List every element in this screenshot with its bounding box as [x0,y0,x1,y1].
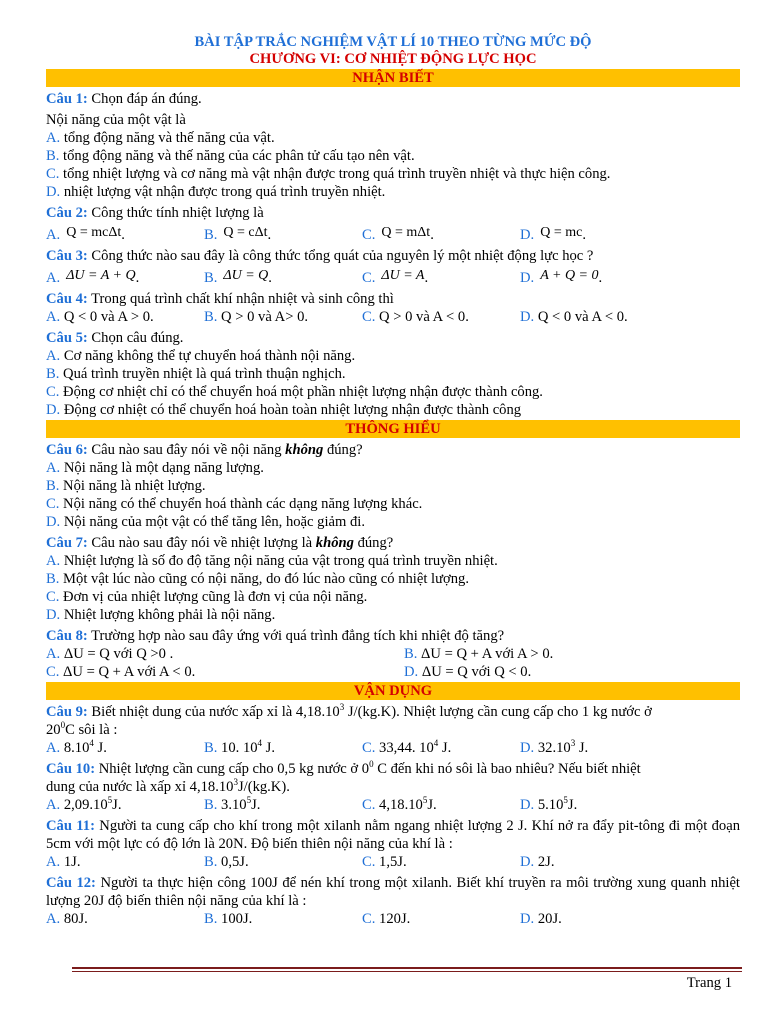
option-b: B. ΔU = Q + A với A > 0. [404,646,554,662]
question-number: Câu 9: [46,704,88,720]
option-b: B. Một vật lúc nào cũng có nội năng, do đó lúc nào cũng có nhiệt lượng. [46,571,469,587]
question-text: Chọn đáp án đúng. [91,91,202,107]
document-content [46,34,740,928]
option-d: D. Nhiệt lượng không phải là nội năng. [46,607,276,623]
option-b: B. tổng động năng và thế năng của các phân tử cấu tạo nên vật. [46,148,415,164]
page-number: Trang 1 [686,975,732,991]
question-text: Công thức nào sau đây là công thức tổng quát của nguyên lý một nhiệt động lực học ? [91,248,594,264]
section-van-dung: VẬN DỤNG [46,682,740,700]
question-1 [46,90,740,201]
option-b: B. 100J. [204,911,253,927]
option-d: D. 32.10$^3$ J. [520,738,589,756]
section-thong-hieu: THÔNG HIỂU [46,420,740,438]
option-d: D. Q = mc. [520,225,586,243]
question-10: Câu 10: Nhiệt lượng cần cung cấp cho 0,5 kg nước ở $0^0$ C đến khi nó sôi là bao nhiêu? Nếu biết nhiệt dung của nước là xấp xỉ 4,18.10$^3$J/(kg.K). A. 2,09.10$^5$J. B. 3.10$^5$J. C. 4,18.10$^5$J. D. 5.10$^5$J. [46,759,641,813]
question-number: Câu 1: [46,91,88,107]
emphasis-khong: không [285,442,324,458]
question-stem: Nội năng của một vật là [46,112,186,128]
footer-divider [72,967,742,969]
option-b: B. 3.10$^5$J. [204,795,261,813]
document-title: BÀI TẬP TRẮC NGHIỆM VẬT LÍ 10 THEO TỪNG MỨC ĐỘ [194,34,592,50]
question-5 [46,329,740,419]
option-c: C. 33,44. $10^4$ J. [362,738,452,756]
question-number: Câu 4: [46,291,88,307]
option-b: B. Q = cΔt. [204,225,272,243]
option-c: C. Động cơ nhiệt chỉ có thể chuyển hoá một phần nhiệt lượng nhận được thành công. [46,384,543,400]
option-c: C. ΔU = A. [362,268,429,286]
option-a: A. ΔU = A + Q. [46,268,140,286]
option-b: B. Quá trình truyền nhiệt là quá trình thuận nghịch. [46,366,346,382]
question-number: Câu 10: [46,761,96,777]
question-number: Câu 6: [46,442,88,458]
option-a: A. 80J. [46,911,88,927]
option-d: D. 5.10$^5$J. [520,795,578,813]
question-text: Trường hợp nào sau đây ứng với quá trình đẳng tích khi nhiệt độ tăng? [91,628,505,644]
question-text: Người ta cung cấp cho khí trong một xilanh nằm ngang nhiệt lượng 2 J. Khí nở ra đẩy pit-tông đi một đoạn 5cm với một lực có độ lớn là 20N. Độ biến thiên nội năng của khí là : [46,818,740,852]
option-c: C. Q > 0 và A < 0. [362,309,469,325]
option-c: C. Đơn vị của nhiệt lượng cũng là đơn vị của nội năng. [46,589,368,605]
question-text: Trong quá trình chất khí nhận nhiệt và sinh công thì [91,291,394,307]
question-7: Câu 7: Câu nào sau đây nói về nhiệt lượng là không đúng? A. Nhiệt lượng là số đo độ tăng nội năng của vật trong quá trình truyền nhiệt. B. Một vật lúc nào cũng có nội năng, do đó lúc nào cũng có nhiệt lượng. C. Đơn vị của nhiệt lượng cũng là đơn vị của nội năng. D. Nhiệt lượng không phải là nội năng. [46,534,740,624]
option-a: A. Nhiệt lượng là số đo độ tăng nội năng của vật trong quá trình truyền nhiệt. [46,553,498,569]
question-3 [46,247,740,287]
option-a: A. 8.10$^4$ J. [46,738,107,756]
question-9: Câu 9: Biết nhiệt dung của nước xấp xỉ là 4,18.10$^3$ J/(kg.K). Nhiệt lượng cần cung cấp cho 1 kg nước ở $20^0C$ sôi là : A. 8.10$^4$ J. B. 10. $10^4$ J. C. 33,44. $10^4$ J. D. 32.10$^3$ J. [46,702,652,756]
option-a: A. 1J. [46,854,81,870]
question-number: Câu 11: [46,818,95,834]
question-4 [46,290,740,326]
question-8 [46,627,740,681]
option-d: D. Q < 0 và A < 0. [520,309,628,325]
option-d: D. A + Q = 0. [520,268,603,286]
option-b: B. 10. $10^4$ J. [204,738,276,756]
question-number: Câu 8: [46,628,88,644]
option-c: C. Q = mΔt. [362,225,434,243]
option-d: D. ΔU = Q với Q < 0. [404,664,532,680]
question-2 [46,204,740,244]
chapter-title: CHƯƠNG VI: CƠ NHIỆT ĐỘNG LỰC HỌC [249,51,537,67]
question-number: Câu 12: [46,875,96,891]
option-a: A. tổng động năng và thế năng của vật. [46,130,275,146]
option-d: D. Nội năng của một vật có thể tăng lên, hoặc giảm đi. [46,514,365,530]
option-c: C. 4,18.10$^5$J. [362,795,437,813]
question-number: Câu 5: [46,330,88,346]
question-number: Câu 3: [46,248,88,264]
option-a: A. Q < 0 và A > 0. [46,309,154,325]
option-a: A. 2,09.10$^5$J. [46,795,122,813]
option-c: C. ΔU = Q + A với A < 0. [46,664,196,680]
option-c: C. tổng nhiệt lượng và cơ năng mà vật nhận được trong quá trình truyền nhiệt và thực hiện công. [46,166,611,182]
option-a: A. ΔU = Q với Q >0 . [46,646,174,662]
option-d: D. 2J. [520,854,555,870]
question-number: Câu 2: [46,205,88,221]
option-b: B. Nội năng là nhiệt lượng. [46,478,206,494]
question-number: Câu 7: [46,535,88,551]
question-text: Người ta thực hiện công 100J để nén khí trong một xilanh. Biết khí truyền ra môi trường xung quanh nhiệt lượng 20J độ biến thiên nội năng của khí là : [46,875,740,909]
option-d: D. 20J. [520,911,562,927]
question-text: Chọn câu đúng. [91,330,184,346]
footer-divider-thin [72,971,742,972]
option-a: A. Nội năng là một dạng năng lượng. [46,460,264,476]
question-text: Công thức tính nhiệt lượng là [91,205,264,221]
option-b: B. ΔU = Q. [204,268,272,286]
option-a: A. Cơ năng không thể tự chuyển hoá thành nội năng. [46,348,356,364]
option-c: C. Nội năng có thể chuyển hoá thành các dạng năng lượng khác. [46,496,423,512]
section-nhan-biet: NHẬN BIẾT [46,69,740,87]
option-b: B. Q > 0 và A> 0. [204,309,309,325]
question-6: Câu 6: Câu nào sau đây nói về nội năng không đúng? A. Nội năng là một dạng năng lượng. B. Nội năng là nhiệt lượng. C. Nội năng có thể chuyển hoá thành các dạng năng lượng khác. D. Nội năng của một vật có thể tăng lên, hoặc giảm đi. [46,441,740,531]
option-c: C. 1,5J. [362,854,407,870]
emphasis-khong: không [315,535,354,551]
question-12 [46,874,740,928]
option-d: D. nhiệt lượng vật nhận được trong quá trình truyền nhiệt. [46,184,386,200]
option-b: B. 0,5J. [204,854,249,870]
question-11 [46,817,740,871]
option-a: A. Q = mcΔt. [46,225,125,243]
option-c: C. 120J. [362,911,411,927]
option-d: D. Động cơ nhiệt có thể chuyển hoá hoàn toàn nhiệt lượng nhận được thành công [46,402,522,418]
